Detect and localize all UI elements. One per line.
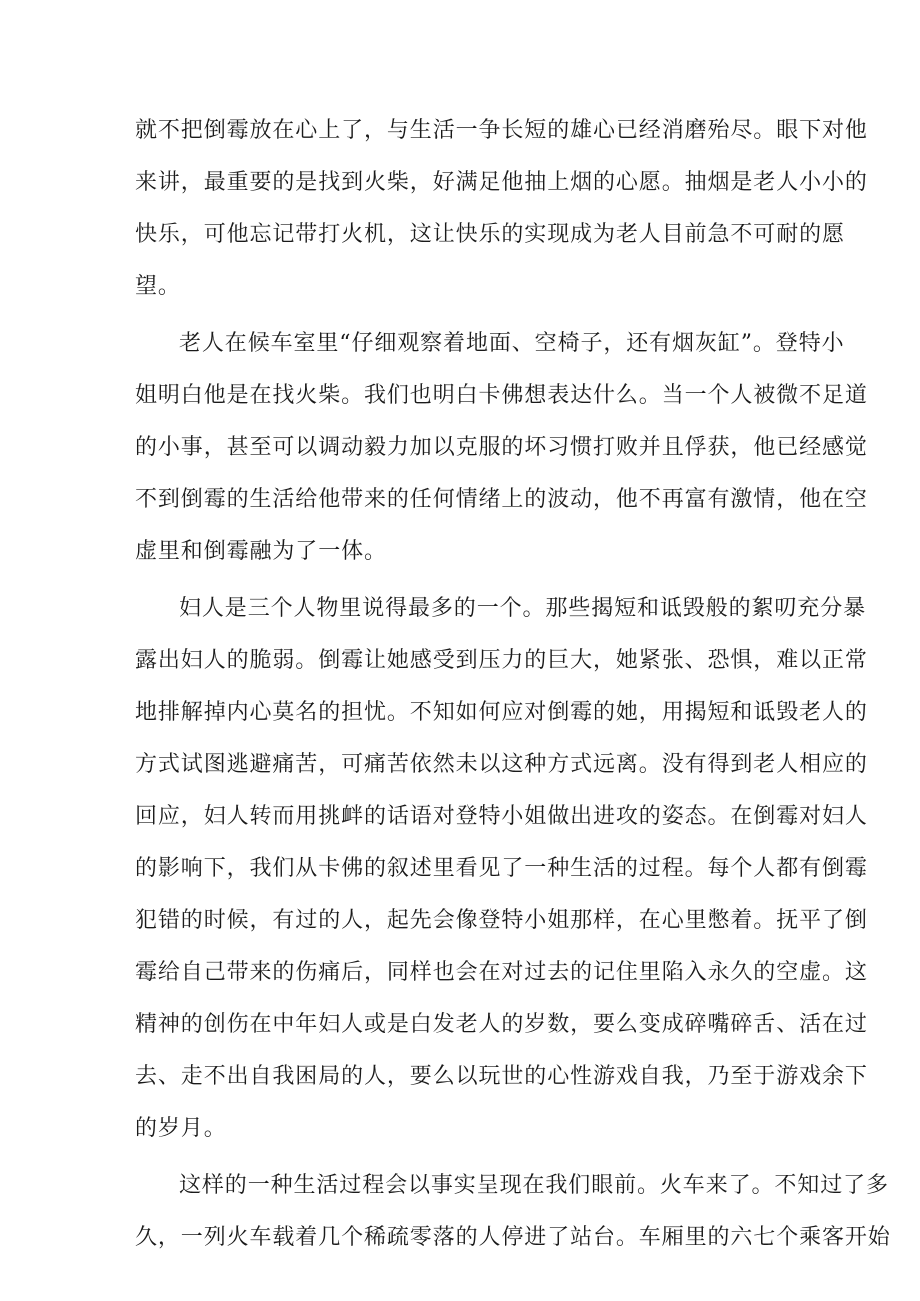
paragraph-3-line-2: 露出妇人的脆弱。倒霉让她感受到压力的巨大，她紧张、恐惧，难以正常 [135,648,868,673]
paragraph-1-line-1: 就不把倒霉放在心上了，与生活一争长短的雄心已经消磨殆尽。眼下对他 [135,118,868,143]
paragraph-4-line-1: 这样的一种生活过程会以事实呈现在我们眼前。火车来了。不知过了多 [179,1173,889,1198]
paragraph-1-line-3: 快乐，可他忘记带打火机，这让快乐的实现成为老人目前急不可耐的愿 [135,222,845,247]
paragraph-3-line-11: 的岁月。 [135,1116,227,1141]
paragraph-3-line-3: 地排解掉内心莫名的担忧。不知如何应对倒霉的她，用揭短和诋毁老人的 [135,700,868,725]
paragraph-3-line-5: 回应，妇人转而用挑衅的话语对登特小姐做出进攻的姿态。在倒霉对妇人 [135,804,868,829]
paragraph-1-line-2: 来讲，最重要的是找到火柴，好满足他抽上烟的心愿。抽烟是老人小小的 [135,170,868,195]
paragraph-2-line-5: 虚里和倒霉融为了一体。 [135,539,387,564]
paragraph-4-line-2: 久，一列火车载着几个稀疏零落的人停进了站台。车厢里的六七个乘客开始 [135,1225,891,1250]
paragraph-3-line-6: 的影响下，我们从卡佛的叙述里看见了一种生活的过程。每个人都有倒霉 [135,856,868,881]
paragraph-3-line-4: 方式试图逃避痛苦，可痛苦依然未以这种方式远离。没有得到老人相应的 [135,752,868,777]
paragraph-2-line-1: 老人在候车室里“仔细观察着地面、空椅子，还有烟灰缸”。登特小 [179,331,845,356]
paragraph-3-line-10: 去、走不出自我困局的人，要么以玩世的心性游戏自我，乃至于游戏余下 [135,1064,868,1089]
paragraph-2-line-4: 不到倒霉的生活给他带来的任何情绪上的波动，他不再富有激情，他在空 [135,487,868,512]
paragraph-2-line-2: 姐明白他是在找火柴。我们也明白卡佛想表达什么。当一个人被微不足道 [135,383,868,408]
paragraph-2-line-3: 的小事，甚至可以调动毅力加以克服的坏习惯打败并且俘获，他已经感觉 [135,435,868,460]
paragraph-3-line-9: 精神的创伤在中年妇人或是白发老人的岁数，要么变成碎嘴碎舌、活在过 [135,1012,868,1037]
paragraph-3-line-1: 妇人是三个人物里说得最多的一个。那些揭短和诋毁般的絮叨充分暴 [179,596,867,621]
paragraph-3-line-7: 犯错的时候，有过的人，起先会像登特小姐那样，在心里憋着。抚平了倒 [135,908,868,933]
paragraph-3-line-8: 霉给自己带来的伤痛后，同样也会在对过去的记住里陷入永久的空虚。这 [135,960,868,985]
paragraph-1-line-4: 望。 [135,274,181,299]
